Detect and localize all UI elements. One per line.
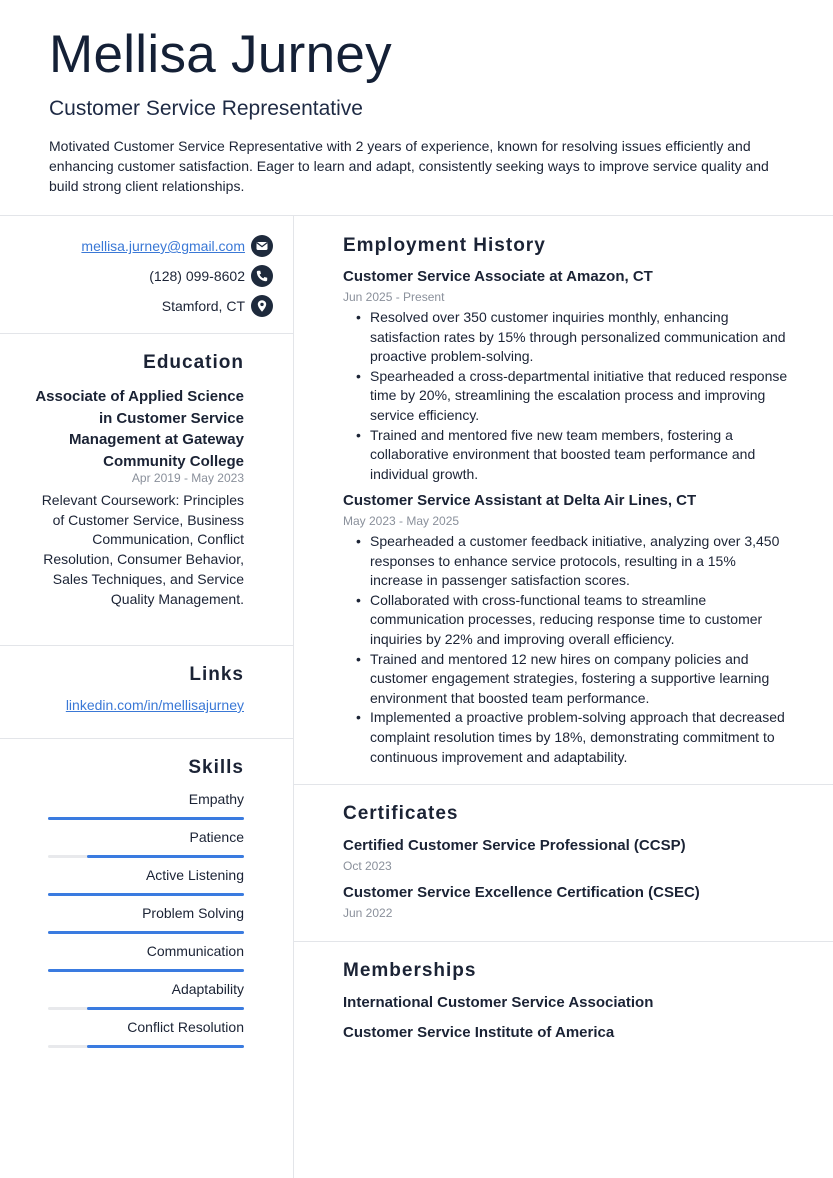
memberships-heading: Memberships [343, 960, 477, 981]
job-bullet: • Collaborated with cross-functional teams to streamline communication processes, reducing response time to customer inquiries by 22% and improving overall efficiency. [343, 591, 788, 650]
links-heading: Links [189, 664, 244, 685]
membership-item: International Customer Service Association [343, 994, 654, 1011]
skill-label: Patience [189, 829, 244, 845]
skill-item [48, 981, 244, 1019]
education-dates: Apr 2019 - May 2023 [131, 471, 244, 485]
skill-item [48, 1019, 244, 1057]
skill-level-bar [87, 855, 244, 858]
job-bullets [343, 308, 788, 484]
map-pin-icon [251, 295, 273, 317]
contact-phone-row [149, 265, 273, 287]
certificates-divider [294, 941, 833, 942]
employment-divider [294, 784, 833, 785]
column-divider [293, 216, 294, 1178]
skill-label: Communication [146, 943, 244, 959]
job-bullet: • Spearheaded a customer feedback initiative, analyzing over 3,450 responses to enhance service protocols, resulting in a 15% increase in passenger satisfaction scores. [343, 532, 788, 591]
skill-level-bar [48, 893, 244, 896]
skill-label: Problem Solving [142, 905, 244, 921]
location-text: Stamford, CT [161, 298, 245, 314]
skills-heading: Skills [188, 757, 244, 778]
linkedin-link[interactable]: linkedin.com/in/mellisajurney [65, 697, 244, 713]
skill-item [48, 791, 244, 829]
skill-track [48, 969, 244, 972]
certificate-name: Certified Customer Service Professional (CCSP) [343, 837, 686, 854]
job-bullet: • Resolved over 350 customer inquiries monthly, enhancing satisfaction rates by 15% through personalized communication and proactive problem-solving. [343, 308, 788, 367]
certificate-date: Oct 2023 [343, 859, 392, 873]
skill-label: Adaptability [171, 981, 244, 997]
profile-summary: Motivated Customer Service Representative with 2 years of experience, known for resolving issues efficiently and enhancing customer satisfaction. Eager to learn and adapt, consistently seeking ways to improve service quality and build strong client relationships. [49, 138, 769, 194]
skill-track [48, 817, 244, 820]
skill-label: Active Listening [145, 867, 244, 883]
job-bullets [343, 532, 788, 767]
candidate-title: Customer Service Representative [49, 97, 363, 120]
job-dates: Jun 2025 - Present [343, 290, 445, 304]
contact-divider [0, 333, 293, 334]
contact-email-row [81, 235, 273, 257]
job-bullet: • Implemented a proactive problem-solving approach that decreased complaint resolution times by 18%, demonstrating commitment to continuous improvement and adaptability. [343, 708, 788, 767]
skill-item [48, 943, 244, 981]
skill-track [48, 855, 244, 858]
education-heading: Education [143, 352, 244, 373]
skill-item [48, 905, 244, 943]
job-dates: May 2023 - May 2025 [343, 514, 460, 528]
email-link[interactable]: mellisa.jurney@gmail.com [81, 238, 245, 254]
skill-level-bar [87, 1045, 244, 1048]
phone-icon [251, 265, 273, 287]
skill-track [48, 893, 244, 896]
links-divider [0, 738, 293, 739]
skill-level-bar [48, 969, 244, 972]
skill-item [48, 829, 244, 867]
certificate-date: Jun 2022 [343, 906, 393, 920]
job-bullet: • Trained and mentored five new team members, fostering a collaborative environment that boosted team performance and individual growth. [343, 426, 788, 485]
skill-track [48, 1007, 244, 1010]
skill-level-bar [87, 1007, 244, 1010]
skill-track [48, 1045, 244, 1048]
job-bullet: • Spearheaded a cross-departmental initiative that reduced response time by 20%, streamlining the escalation process and improving service efficiency. [343, 367, 788, 426]
header-divider [0, 215, 833, 216]
education-divider [0, 645, 293, 646]
contact-location-row [162, 295, 273, 317]
phone-number: (128) 099-8602 [149, 268, 245, 284]
skill-label: Empathy [188, 791, 244, 807]
employment-heading: Employment History [343, 235, 546, 256]
job-heading: Customer Service Associate at Amazon, CT [343, 268, 653, 285]
education-degree: Associate of Applied Science in Customer Service Management at Gateway Community College [35, 388, 244, 470]
certificate-name: Customer Service Excellence Certification (CSEC) [343, 884, 700, 901]
job-bullet: • Trained and mentored 12 new hires on company policies and customer engagement strategies, fostering a supportive learning environment that boosted team performance. [343, 650, 788, 709]
skill-level-bar [48, 817, 244, 820]
membership-item: Customer Service Institute of America [343, 1024, 615, 1041]
skill-item [48, 867, 244, 905]
certificates-heading: Certificates [343, 803, 459, 824]
job-heading: Customer Service Assistant at Delta Air Lines, CT [343, 492, 697, 509]
candidate-name: Mellisa Jurney [49, 25, 392, 84]
skill-label: Conflict Resolution [127, 1019, 244, 1035]
envelope-icon [251, 235, 273, 257]
skill-level-bar [48, 931, 244, 934]
skill-track [48, 931, 244, 934]
education-coursework: Relevant Coursework: Principles of Customer Service, Business Communication, Conflict Resolution, Consumer Behavior, Sales Techniques, and Service Quality Management. [41, 492, 244, 607]
